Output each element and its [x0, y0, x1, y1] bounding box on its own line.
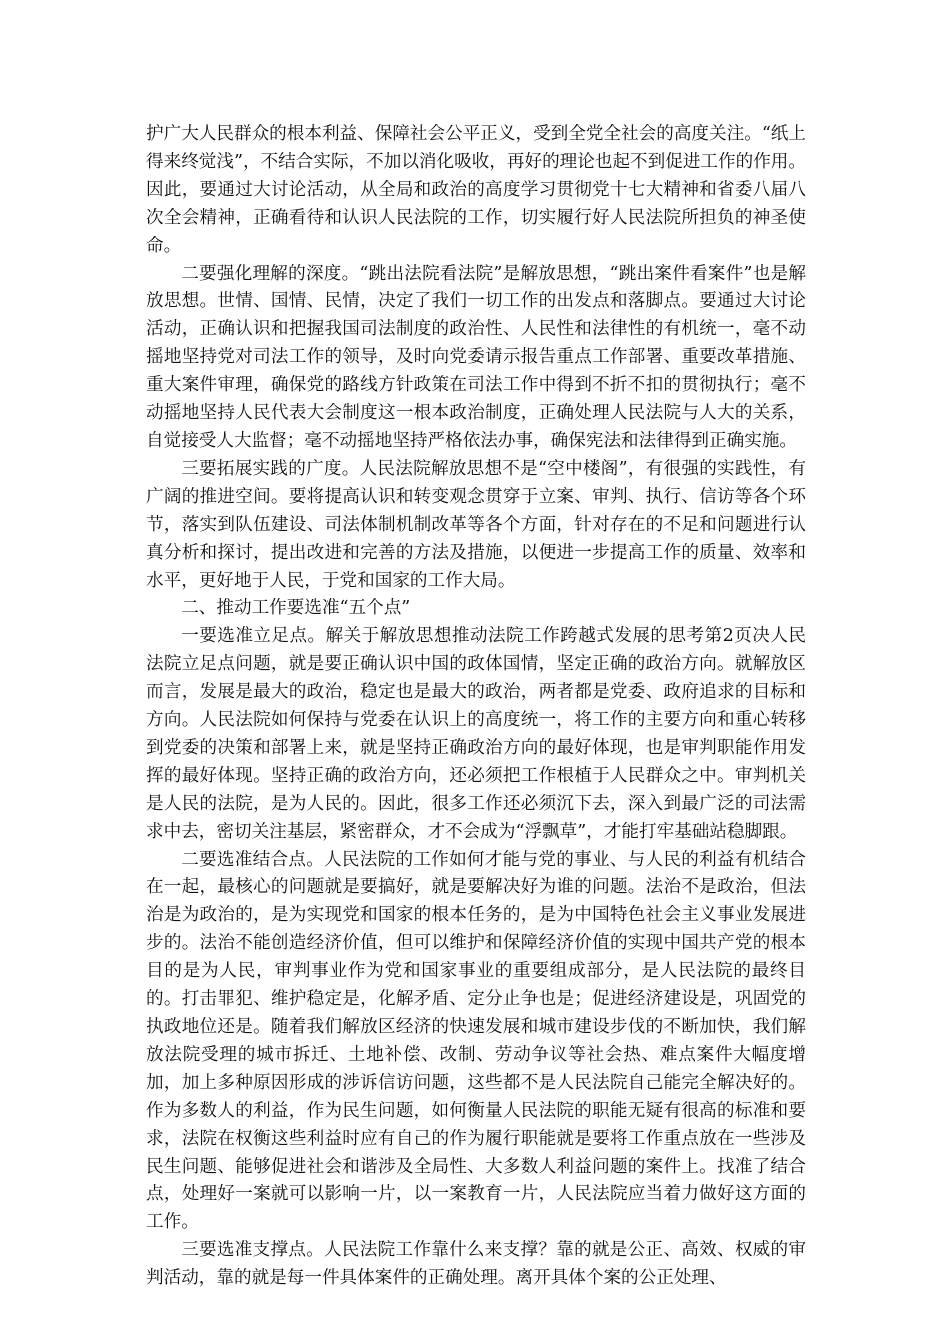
paragraph-deepen-understanding: 二要强化理解的深度。“跳出法院看法院”是解放思想，“跳出案件看案件”也是解放思想。世情、国情、民情，决定了我们一切工作的出发点和落脚点。要通过大讨论活动，正确认识和把握我国司法制度的政治性、人民性和法律性的有机统一，毫不动摇地坚持党对司法工作的领导，及时向党委请示报告重点工作部署、重要改革措施、重大案件审理，确保党的路线方针政策在司法工作中得到不折不扣的贯彻执行；毫不动摇地坚持人民代表大会制度这一根本政治制度，正确处理人民法院与人大的关系，自觉接受人大监督；毫不动摇地坚持严格依法办事，确保宪法和法律得到正确实施。: [146, 263, 806, 451]
paragraph-combination-point: 二要选准结合点。人民法院的工作如何才能与党的事业、与人民的利益有机结合在一起，最核心的问题就是要搞好，就是要解决好为谁的问题。法治不是政治，但法治是为政治的，是为实现党和国家的根本任务的，是为中国特色社会主义事业发展进步的。法治不能创造经济价值，但可以维护和保障经济价值的实现中国共产党的根本目的是为人民，审判事业作为党和国家事业的重要组成部分，是人民法院的最终目的。打击罪犯、维护稳定是，化解矛盾、定分止争也是；促进经济建设是，巩固党的执政地位还是。随着我们解放区经济的快速发展和城市建设步伐的不断加快，我们解放法院受理的城市拆迁、土地补偿、改制、劳动争议等社会热、难点案件大幅度增加，加上多种原因形成的涉诉信访问题，这些都不是人民法院自己能完全解决好的。作为多数人的利益，作为民生问题，如何衡量人民法院的职能无疑有很高的标准和要求，法院在权衡这些利益时应有自己的作为履行职能就是要将工作重点放在一些涉及民生问题、能够促进社会和谐涉及全局性、大多数人利益问题的案件上。找准了结合点，处理好一案就可以影响一片，以一案教育一片，人民法院应当着力做好这方面的工作。: [146, 849, 806, 1233]
paragraph-intro-continuation: 护广大人民群众的根本利益、保障社会公平正义，受到全党全社会的高度关注。“纸上得来终觉浅”，不结合实际，不加以消化吸收，再好的理论也起不到促进工作的作用。因此，要通过大讨论活动，从全局和政治的高度学习贯彻党十七大精神和省委八届八次全会精神，正确看待和认识人民法院的工作，切实履行好人民法院所担负的神圣使命。: [146, 124, 806, 256]
paragraph-support-point: 三要选准支撑点。人民法院工作靠什么来支撑？靠的就是公正、高效、权威的审判活动，靠的就是每一件具体案件的正确处理。离开具体个案的公正处理、: [146, 1240, 806, 1289]
section-heading-five-points: 二、推动工作要选准“五个点”: [181, 598, 411, 619]
paragraph-expand-practice: 三要拓展实践的广度。人民法院解放思想不是“空中楼阁”，有很强的实践性，有广阔的推进空间。要将提高认识和转变观念贯穿于立案、审判、执行、信访等各个环节，落实到队伍建设、司法体制机制改革等各个方面，针对存在的不足和问题进行认真分析和探讨，提出改进和完善的方法及措施，以便进一步提高工作的质量、效率和水平，更好地于人民，于党和国家的工作大局。: [146, 458, 806, 591]
paragraph-foothold: 一要选准立足点。解关于解放思想推动法院工作跨越式发展的思考第2页决人民法院立足点问题，就是要正确认识中国的政体国情，坚定正确的政治方向。就解放区而言，发展是最大的政治，稳定也是最大的政治，两者都是党委、政府追求的目标和方向。人民法院如何保持与党委在认识上的高度统一，将工作的主要方向和重心转移到党委的决策和部署上来，就是坚持正确政治方向的最好体现，也是审判职能作用发挥的最好体现。坚持正确的政治方向，还必须把工作根植于人民群众之中。审判机关是人民的法院，是为人民的。因此，很多工作还必须沉下去，深入到最广泛的司法需求中去，密切关注基层，紧密群众，才不会成为“浮飘草”，才能打牢基础站稳脚跟。: [146, 626, 806, 842]
document-page: [146, 121, 806, 1293]
